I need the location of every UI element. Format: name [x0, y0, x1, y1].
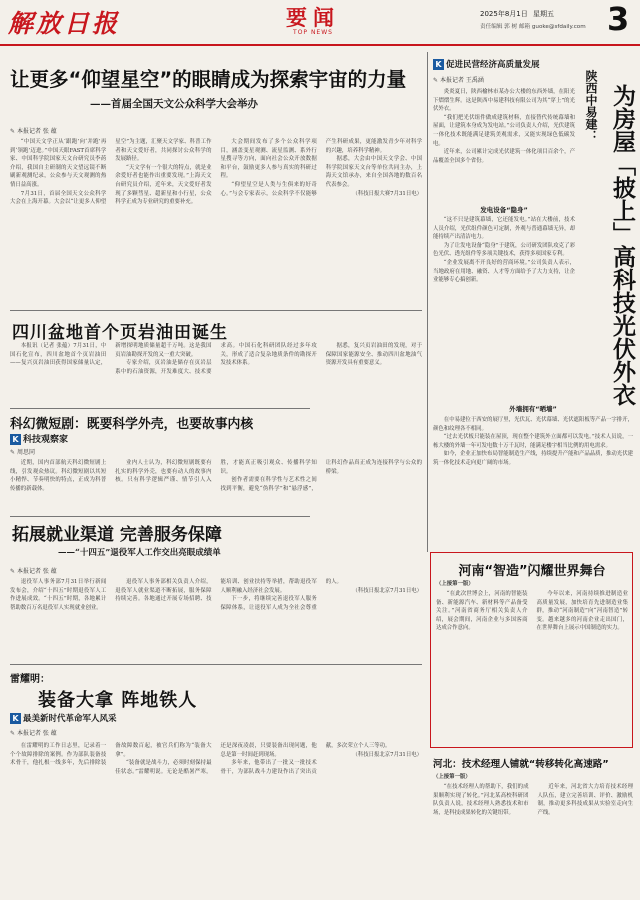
hebei-headline: 河北：技术经理人铺就“转移转化高速路” — [433, 759, 609, 770]
paragraph: 据悉，复兴页岩油田的发现，对于保障国家能源安全、推动四川盆地油气资源开发具有重要意义。 — [325, 343, 422, 367]
top-story-byline — [10, 126, 57, 135]
scifi-tag-text: 科技观察家 — [23, 435, 69, 445]
side-tag-text: 促进民营经济高质量发展 — [446, 60, 540, 70]
issue-date — [480, 9, 554, 19]
paragraph: 在雷耀明的工作日志里，记录着一个个故障排除的案例。作为部队装备技术骨干，他扎根一线多年，先后排除装备故障数百起，被官兵们称为“装备大拿”。 — [10, 743, 212, 767]
paragraph: 多年来，他带出了一批又一批技术骨干，为部队战斗力建设作出了突出贡献，多次荣立个人三等功。 — [220, 743, 391, 775]
source-line: （科技日报大赛7月31日电） — [352, 190, 422, 197]
paragraph: 专家介绍，页岩油是储存在页岩层系中的石油资源，开发难度大、技术要求高。中国石化科研团队经过多年攻关，形成了适合复杂地质条件的勘探开发技术体系。 — [115, 343, 317, 375]
side-tag — [433, 58, 540, 70]
side-headline-company: 陕西中易建： — [584, 70, 598, 142]
divider — [10, 310, 422, 311]
paragraph: 据悉，大会由中国天文学会、中国科学院国家天文台等单位共同主办，上海天文馆承办，来自全国各地的数百名代表参会。 — [325, 156, 422, 188]
paragraph: “在技术经理人的帮助下，我们的成果顺利实现了转化。”河北某高校科研团队负责人说，技术经理人熟悉技术和市场，是科技成果转化的关键纽带。 — [433, 784, 529, 816]
side-headline-main: 为房屋「披上」高科技光伏外衣 — [609, 84, 635, 406]
scifi-headline: 科幻微短剧：既要科学外壳，也要故事内核 — [10, 417, 254, 432]
weekday-text: 星期五 — [532, 10, 554, 18]
lei-body — [10, 742, 422, 894]
divider — [10, 408, 310, 409]
fair-headline: 河南“智造”闪耀世界舞台 — [458, 564, 606, 579]
scifi-body — [10, 459, 422, 513]
editor-info — [480, 22, 586, 30]
paragraph: 炎炎夏日，陕西榆林市某办公大楼的东西外墙，在阳光下熠熠生辉。这是陕西中易建科技有限公司为其“穿上”的光伏外衣。 — [433, 89, 575, 113]
scifi-byline — [10, 447, 35, 456]
paragraph: “过去光伏板只能装在屋顶，现在整个建筑外立面都可以发电。”技术人员说，一栋大楼的外墙一年可发电数十万千瓦时，能满足楼宇相当比例的用电需求。 — [433, 434, 633, 449]
newspaper-logo: 解放日报 — [8, 9, 121, 38]
paragraph: “天文学有一个很大的特点，就是业余爱好者也能作出重要发现。”上海天文台研究员介绍，近年来，天文爱好者发现了多颗彗星、超新星和小行星，公众科学正成为专业研究的重要补充。 — [115, 164, 212, 206]
side-divider — [427, 52, 428, 552]
side-body-3 — [433, 416, 633, 546]
paragraph: 本报讯（记者 张蕴）7月31日，中国石化宣布，四川盆地首个页岩油田——复兴页岩油田获得国家储量认定，新增探明地质储量超千万吨。这是我国页岩油勘探开发的又一重大突破。 — [10, 343, 212, 367]
top-story-subhead: ——首届全国天文公众科学大会举办 — [90, 98, 258, 110]
scifi-tag — [10, 432, 68, 445]
lei-headline: 装备大拿 阵地铁人 — [38, 690, 198, 711]
paragraph: 如今，企业正加快布局智能制造生产线，持续提升产能和产品品质，推动光伏建筑一体化技术走向更广阔的市场。 — [433, 451, 633, 466]
paragraph: 大会期间发布了多个公众科学项目，涵盖变星观测、流星监测、系外行星搜寻等方向，面向社会公众开放数据和平台，鼓励更多人参与真实的科研过程。 — [220, 139, 317, 180]
paragraph: “我们把光伏组件做成建筑材料，直接替代传统幕墙和屋面，让建筑本身成为发电站。”公司负责人介绍，光伏建筑一体化技术既能满足建筑美观需求，又能实现绿色低碳发电。 — [433, 114, 575, 147]
date-text: 2025年8月1日 — [480, 10, 528, 18]
side-body-2 — [433, 216, 575, 402]
side-subhead-1: 发电设备“隐身” — [480, 206, 528, 214]
byline-text: 本报记者 张 蕴 — [16, 568, 57, 575]
top-story-headline: 让更多“仰望星空”的眼睛成为探索宇宙的力量 — [10, 68, 407, 91]
lei-byline — [10, 728, 57, 737]
fair-body — [436, 590, 628, 742]
page-number: 3 — [607, 0, 630, 38]
vet-byline — [10, 566, 57, 575]
paragraph: 退役军人事务部7月31日举行新闻发布会，介绍“十四五”时期退役军人工作进展成效。“十四五”时期，各地累计帮助数百万名退役军人实现就业创业。 — [10, 579, 107, 611]
side-body-1 — [433, 88, 575, 202]
paragraph: 创作者需要在科学性与艺术性之间找到平衡，避免“伪科学”和“悬浮感”，让科幻作品真正成为连接科学与公众的桥梁。 — [220, 460, 422, 492]
byline-text: 本报记者 王禹涵 — [439, 77, 484, 84]
divider — [10, 516, 310, 517]
tag-mark-icon: K — [10, 434, 21, 445]
lei-label: 雷耀明： — [10, 674, 50, 685]
pencil-icon: ✎ — [433, 77, 439, 84]
lei-tag-text: 最美新时代革命军人风采 — [23, 714, 117, 724]
pencil-icon: ✎ — [10, 568, 16, 575]
pencil-icon: ✎ — [10, 449, 16, 456]
pencil-icon: ✎ — [10, 128, 16, 135]
paragraph: 今年以来，河南持续推进制造业高质量发展，加快培育先进制造业集群，推动“河南制造”向“河南智造”转变。越来越多的河南企业走出国门，在世界舞台上展示中国制造的实力。 — [536, 591, 628, 632]
section-title: 要闻 — [286, 6, 340, 30]
masthead-rule — [0, 44, 640, 46]
side-byline — [433, 75, 484, 84]
tag-mark-icon: K — [433, 59, 444, 70]
side-subhead-2: 外墙拥有“晒墙” — [509, 405, 557, 413]
pencil-icon: ✎ — [10, 730, 16, 737]
hebei-lead: （上接第一版） — [433, 774, 471, 780]
source-line: （科技日报北京7月31日电） — [352, 587, 422, 594]
paragraph: “中国天文学正从‘跟跑’向‘并跑’再到‘领跑’迈进。”中国天眼FAST首席科学家、中国科学院国家天文台研究员李菂介绍，我国自主研制的天文望远镜不断刷新观测纪录，公众参与天文观测的热情日益高涨。 — [10, 139, 107, 188]
fair-lead: （上接第一版） — [436, 581, 474, 587]
paragraph: “企业发展离不开良好的营商环境。”公司负责人表示，当地政府在用地、融资、人才等方面给予了大力支持，让企业能够专心搞创新。 — [433, 259, 575, 284]
paragraph: 为了让发电设备“隐身”于建筑，公司研发团队攻克了彩色光伏、透光组件等多项关键技术，获得多项国家专利。 — [433, 242, 575, 258]
vet-headline: 拓展就业渠道 完善服务保障 — [12, 525, 222, 545]
paragraph: 近期，国内首部航天科幻微短剧上线，引发观众热议。科幻微短剧以其短小精悍、节奏明快的特点，正成为科普传播的新载体。 — [10, 460, 107, 492]
editor-email[interactable]: guoke@sfdaily.com — [531, 24, 586, 30]
paragraph: 下一步，将继续完善退役军人服务保障体系，让退役军人成为全社会尊重的人。 — [220, 579, 342, 611]
paragraph: 退役军人事务部相关负责人介绍，退役军人就业渠道不断拓展，服务保障持续完善。各地通过开展专场招聘、技能培训、创业扶持等举措，帮助退役军人顺利融入经济社会发展。 — [115, 579, 317, 603]
byline-text: 本报记者 张 蕴 — [16, 730, 57, 737]
paragraph: 近年来，公司累计完成光伏建筑一体化项目百余个，产品覆盖全国多个省份。 — [433, 149, 575, 164]
paragraph: “仰望星空是人类与生俱来的好奇心。”与会专家表示，公众科学不仅能够产生科研成果，更能激发青少年对科学的兴趣，培养科学精神。 — [220, 139, 422, 197]
section-title-en: TOP NEWS — [293, 29, 333, 36]
divider — [10, 664, 422, 665]
tag-mark-icon: K — [10, 713, 21, 724]
paragraph: 业内人士认为，科幻微短剧既要有扎实的科学外壳，也要有动人的故事内核。只有科学逻辑严谨、情节引人入胜，才能真正吸引观众、传播科学知识。 — [115, 460, 317, 484]
masthead — [0, 0, 640, 44]
vet-body — [10, 578, 422, 660]
paragraph: 7月31日，首届全国天文公众科学大会在上海开幕。大会以“让更多人仰望星空”为主题，汇聚天文学家、科普工作者和天文爱好者，共同探讨公众科学的发展路径。 — [10, 139, 212, 206]
byline-text: 本报记者 张 蕴 — [16, 128, 57, 135]
paragraph: “这不只是建筑幕墙，它还能发电。”站在大楼前，技术人员介绍，光伏组件颜色可定制，外观与普通幕墙无异，却能持续产出清洁电力。 — [433, 217, 575, 241]
paragraph: “装备就是战斗力，必须时刻保持最佳状态。”雷耀明说。无论是酷暑严寒，还是深夜凌晨，只要装备出现问题，他总是第一时间赶到现场。 — [115, 743, 317, 775]
paragraph: 近年来，河北省大力培育技术经理人队伍，建立完善培训、评价、激励机制，推动更多科技成果从实验室走向生产线。 — [537, 784, 633, 816]
byline-text: 周思同 — [16, 449, 35, 456]
source-line: （科技日报北京7月31日电） — [352, 751, 422, 758]
oil-headline: 四川盆地首个页岩油田诞生 — [12, 323, 228, 343]
vet-subhead: ——“十四五”退役军人工作交出亮眼成绩单 — [58, 548, 221, 558]
hebei-body — [433, 783, 633, 893]
oil-body — [10, 342, 422, 406]
top-story-body — [10, 138, 422, 306]
paragraph: 在中易建位于西安的展厅里，光伏瓦、光伏幕墙、光伏遮阳板等产品一字排开，颜色和纹理各不相同。 — [433, 417, 633, 432]
lei-tag — [10, 712, 117, 724]
editor-text: 责任编辑 郭 树 邮箱 — [480, 24, 531, 30]
paragraph: “在此次世博会上，河南的智能装备、新能源汽车、新材料等产品备受关注。”河南省商务厅相关负责人介绍，展会期间，河南企业与多国客商达成合作意向。 — [436, 591, 528, 632]
